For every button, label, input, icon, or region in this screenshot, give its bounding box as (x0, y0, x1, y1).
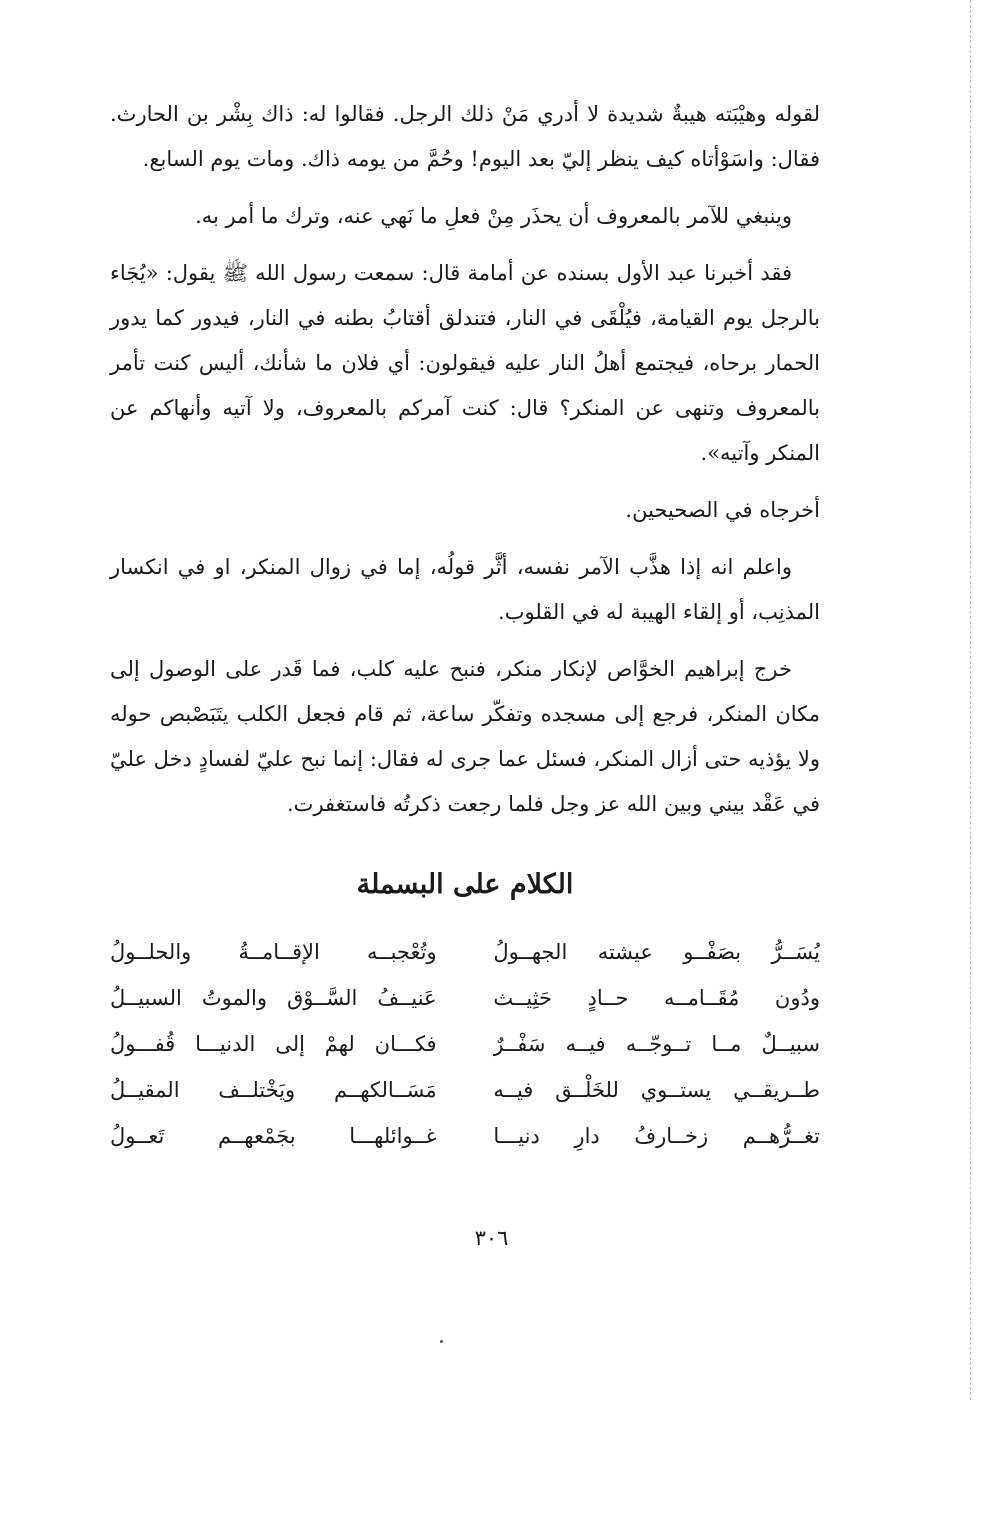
paragraph-3: فقد أخبرنا عبد الأول بسنده عن أمامة قال: سمعت رسول الله ﷺ يقول: «يُجَاء بالرجل يوم القيامة، فيُلْقَى في النار، فتندلق أقتابُ بطنه في النار، فيدور كما يدور الحمار برحاه، فيجتمع أهلُ النار عليه فيقولون: أي فلان ما شأنك، أليس كنت تأمر بالمعروف وتنهى عن المنكر؟ قال: كنت آمركم بالمعروف، ولا آتيه وأنهاكم عن المنكر وآتيه». (110, 261, 820, 465)
paragraph-5: واعلم انه إذا هذَّب الآمر نفسه، أثَّر قولُه، إما في زوال المنكر، او في انكسار المذنِب، أو إلقاء الهيبة له في القلوب. (110, 555, 820, 624)
poem-verse (110, 929, 820, 975)
poem-second-hemistich: غــوائلهـــا بجَمْعهــم تَعــولُ (110, 1124, 437, 1148)
poem-second-hemistich: مَسَــالكهــم ويَخْتلــف المقيــلُ (110, 1078, 437, 1102)
paragraph-4: أخرجاه في الصحيحين. (625, 498, 820, 522)
page-body (110, 92, 820, 1159)
poem-first-hemistich: يُسَــرُّ بصَفْــو عيشته الجهــولُ (493, 940, 820, 964)
poem-verse (110, 1113, 820, 1159)
poem-verse (110, 1067, 820, 1113)
paragraph-2: وينبغي للآمر بالمعروف أن يحذَر مِنْ فعلِ ما نَهي عنه، وترك ما أمر به. (195, 204, 792, 228)
poem-verse (110, 1021, 820, 1067)
poem-verse (110, 975, 820, 1021)
poem-first-hemistich: طــريقــي يستــوي للخَلْــق فيــه (493, 1078, 820, 1102)
poem-second-hemistich: وتُعْجبــه الإقــامــةُ والحلــولُ (110, 940, 437, 964)
paragraph-6: خرج إبراهيم الخوَّاص لإنكار منكر، فنبح عليه كلب، فما قَدر على الوصول إلى مكان المنكر، فرجع إلى مسجده وتفكّر ساعة، ثم قام فجعل الكلب يتَبَصْبص حوله ولا يؤذيه حتى أزال المنكر، فسئل عما جرى له فقال: إنما نبح عليّ لفسادٍ دخل عليّ في عَقْد بيني وبين الله عز وجل فلما رجعت ذكرتُه فاستغفرت. (110, 657, 820, 816)
poem-first-hemistich: سبيــلٌ مــا تــوجّــه فيــه سَفْــرٌ (493, 1032, 820, 1056)
poem-first-hemistich: تغــرُّهــم زخــارفُ دارِ دنيـــا (493, 1124, 820, 1148)
poem-second-hemistich: فكـــان لهمْ إلى الدنيـــا قُفـــولُ (110, 1032, 437, 1056)
page-number: ٣٠٦ (474, 1226, 509, 1250)
poem (110, 929, 820, 1159)
paragraph-1: لقوله وهيْبَته هيبةٌ شديدة لا أدري مَنْ ذلك الرجل. فقالوا له: ذاك بِشْر بن الحارث. فقال: واسَوْأتاه كيف ينظر إليّ بعد اليوم! وحُمَّ من يومه ذاك. ومات يوم السابع. (110, 102, 820, 171)
scan-edge-line (970, 0, 971, 1400)
section-heading: الكلام على البسملة (356, 869, 574, 900)
scan-speck (440, 1340, 443, 1343)
poem-first-hemistich: ودُون مُقَــامــه حــادٍ حَثِيــث (493, 986, 820, 1010)
poem-second-hemistich: عَنيــفُ السَّــوْق والموتُ السبيــلُ (110, 986, 437, 1010)
